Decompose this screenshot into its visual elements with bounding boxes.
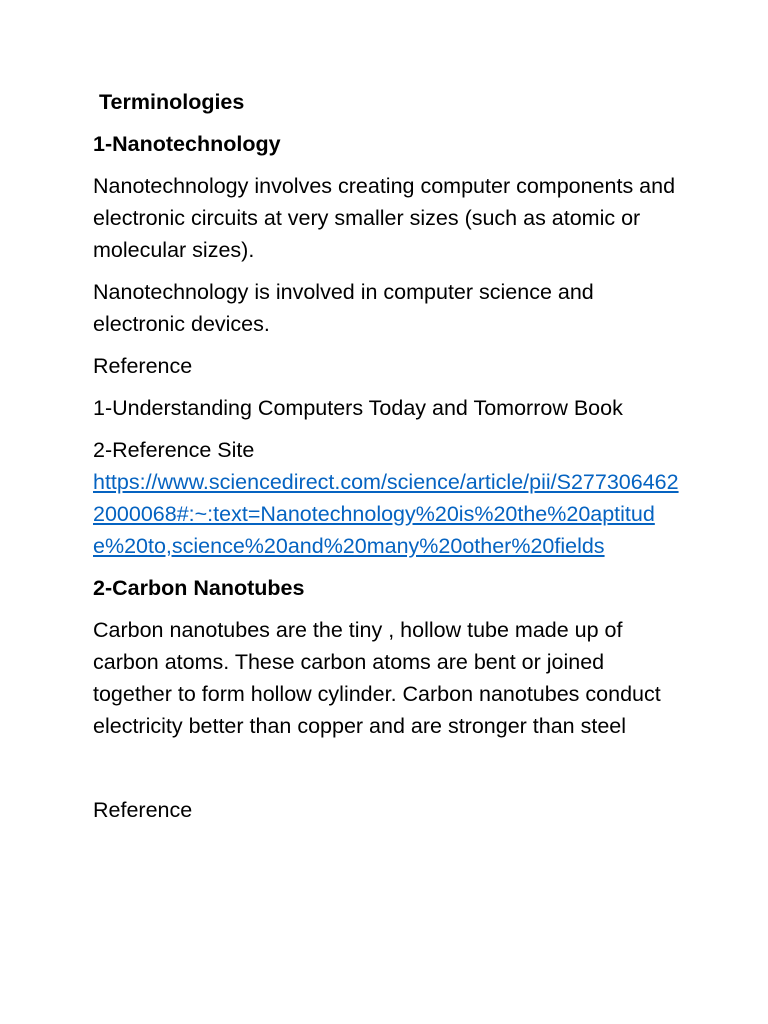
reference-site-label: 2-Reference Site <box>93 438 255 462</box>
document-title: Terminologies <box>99 90 245 114</box>
reference-site-link[interactable]: https://www.sciencedirect.com/science/article/pii/S2773064622000068#:~:text=Nanotechnology%20is%20the%20aptitude%20to,science%20and%20many%20other%20fields <box>93 470 679 558</box>
reference-label-2: Reference <box>93 798 193 822</box>
section-heading-nanotechnology: 1-Nanotechnology <box>93 132 281 156</box>
nanotechnology-paragraph-1: Nanotechnology involves creating computer components and electronic circuits at very smaller sizes (such as atomic or molecular sizes). <box>93 174 676 262</box>
document-page <box>93 86 683 836</box>
reference-label: Reference <box>93 354 193 378</box>
reference-site-block <box>93 434 683 562</box>
reference-book: 1-Understanding Computers Today and Tomorrow Book <box>93 396 623 420</box>
nanotechnology-paragraph-2: Nanotechnology is involved in computer science and electronic devices. <box>93 280 594 336</box>
section-heading-carbon-nanotubes: 2-Carbon Nanotubes <box>93 576 305 600</box>
blank-line <box>93 752 683 794</box>
carbon-nanotubes-paragraph: Carbon nanotubes are the tiny , hollow tube made up of carbon atoms. These carbon atoms are bent or joined together to form hollow cylinder. Carbon nanotubes conduct electricity better than copper and are stronger than steel <box>93 618 661 738</box>
